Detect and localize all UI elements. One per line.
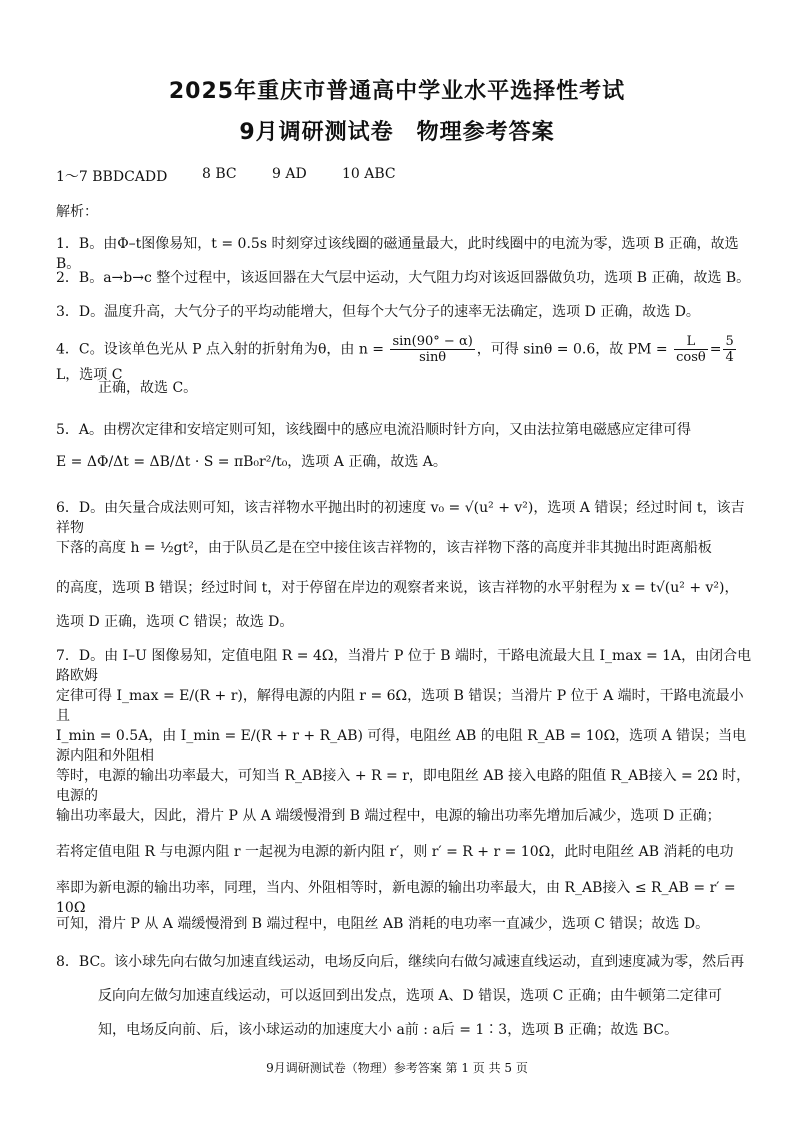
page-subtitle: 9月调研测试卷 物理参考答案 bbox=[239, 120, 555, 145]
solution-text: 下落的高度 h = ½gt²，由于队员乙是在空中接住该吉祥物的，该吉祥物下落的高度并非其抛出时距离船板 bbox=[56, 540, 712, 556]
solution-7-line3 bbox=[56, 726, 756, 766]
solution-text: 1．B。由Φ–t图像易知，t = 0.5s 时刻穿过该线圈的磁通量最大，此时线圈中的电流为零，选项 B 正确，故选 B。 bbox=[56, 236, 739, 272]
solution-text: E = ΔΦ/Δt = ΔB/Δt · S = πB₀r²/t₀，选项 A 正确，故选 A。 bbox=[56, 454, 447, 470]
solution-text: 若将定值电阻 R 与电源内阻 r 一起视为电源的新内阻 r′，则 r′ = R + r = 10Ω，此时电阻丝 AB 消耗的电功 bbox=[56, 844, 734, 860]
answer-1-7: 1～7 BBDCADD bbox=[56, 169, 168, 185]
solution-8-line2 bbox=[56, 986, 794, 1006]
solution-text: 5．A。由楞次定律和安培定则可知，该线圈中的感应电流沿顺时针方向，又由法拉第电磁感应定律可得 bbox=[56, 422, 692, 438]
answer-key bbox=[56, 166, 396, 186]
solution-text: 8．BC。该小球先向右做匀加速直线运动，电场反向后，继续向右做匀减速直线运动，直到速度减为零，然后再 bbox=[56, 954, 745, 970]
solution-text: 可知，滑片 P 从 A 端缓慢滑到 B 端过程中，电阻丝 AB 消耗的电功率一直减少，选项 C 错误；故选 D。 bbox=[56, 916, 710, 932]
solution-text: 选项 D 正确，选项 C 错误；故选 D。 bbox=[56, 614, 294, 630]
solution-5-formula bbox=[56, 452, 756, 472]
page-title: 2025年重庆市普通高中学业水平选择性考试 bbox=[168, 79, 626, 104]
fraction: $\frac{L}{\cos\theta}$ bbox=[676, 334, 706, 365]
solution-text: 定律可得 I_max = E/(R + r)，解得电源的内阻 r = 6Ω，选项 B 错误；当滑片 P 位于 A 端时，干路电流最小且 bbox=[56, 688, 744, 724]
solution-6-line2 bbox=[56, 538, 756, 558]
fraction: $\frac{5}{4}$ bbox=[725, 334, 734, 365]
analysis-label: 解析： bbox=[56, 204, 98, 220]
solution-text: 的高度，选项 B 错误；经过时间 t，对于停留在岸边的观察者来说，该吉祥物的水平射程为 x = t√(u² + v²)， bbox=[56, 580, 739, 596]
solution-8-line3 bbox=[56, 1020, 794, 1040]
fraction: $\frac{\sin(90^\circ - \alpha)}{\sin\theta}$ bbox=[392, 334, 473, 365]
solution-text: I_min = 0.5A，由 I_min = E/(R + r + R_AB) 可得，电阻丝 AB 的电阻 R_AB = 10Ω，选项 A 错误；当电源内阻和外阻相 bbox=[56, 728, 747, 764]
page-footer: 9月调研测试卷（物理）参考答案 第 1 页 共 5 页 bbox=[266, 1061, 528, 1075]
solution-text: 正确，故选 C。 bbox=[98, 380, 198, 396]
solution-5 bbox=[56, 420, 756, 440]
solution-4-cont bbox=[56, 378, 794, 398]
solution-7-line6 bbox=[56, 842, 756, 862]
solution-8 bbox=[56, 952, 756, 972]
solution-text: 等时，电源的输出功率最大，可知当 R_AB接入 + R = r，即电阻丝 AB 接入电路的阻值 R_AB接入 = 2Ω 时，电源的 bbox=[56, 768, 751, 804]
solution-text: 反向向左做匀加速直线运动，可以返回到出发点，选项 A、D 错误，选项 C 正确；由牛顿第二定律可 bbox=[98, 988, 722, 1004]
solution-7-line4 bbox=[56, 766, 756, 806]
answer-10: 10 ABC bbox=[342, 166, 396, 182]
solution-text: 知，电场反向前、后，该小球运动的加速度大小 a前 : a后 = 1∶3，选项 B 正确；故选 BC。 bbox=[98, 1022, 679, 1038]
solution-text: 2．B。a→b→c 整个过程中，该返回器在大气层中运动，大气阻力均对该返回器做负功，选项 B 正确，故选 B。 bbox=[56, 270, 751, 286]
solution-7-line5 bbox=[56, 806, 756, 826]
solution-7 bbox=[56, 646, 756, 686]
solution-text: 率即为新电源的输出功率，同理，当内、外阻相等时，新电源的输出功率最大，由 R_AB接入 ≤ R_AB = r′ = 10Ω bbox=[56, 880, 736, 916]
solution-7-line2 bbox=[56, 686, 756, 726]
solution-text: 3．D。温度升高，大气分子的平均动能增大，但每个大气分子的速率无法确定，选项 D 正确，故选 D。 bbox=[56, 304, 700, 320]
answer-8: 8 BC bbox=[202, 166, 237, 182]
solution-6-line4 bbox=[56, 612, 756, 632]
solution-text: 7．D。由 I–U 图像易知，定值电阻 R = 4Ω，当滑片 P 位于 B 端时，干路电流最大且 I_max = 1A，由闭合电路欧姆 bbox=[56, 648, 752, 684]
solution-6-line3 bbox=[56, 578, 756, 598]
solution-3 bbox=[56, 302, 756, 322]
answer-9: 9 AD bbox=[272, 166, 307, 182]
solution-text: 4．C。设该单色光从 P 点入射的折射角为θ，由 n = $\frac{\sin(90^\circ - \alpha)}{\sin\theta}$ ，可得 sinθ = 0.6，故 PM = $\frac{L}{\cos\theta}$ = $\frac{5}{4}$ L，选项 C bbox=[56, 334, 734, 383]
solution-2 bbox=[56, 268, 756, 288]
solution-6 bbox=[56, 498, 756, 538]
solution-7-line8 bbox=[56, 914, 756, 934]
solution-7-line7 bbox=[56, 878, 756, 918]
solution-text: 6．D。由矢量合成法则可知，该吉祥物水平抛出时的初速度 v₀ = √(u² + v²)，选项 A 错误；经过时间 t，该吉祥物 bbox=[56, 500, 745, 536]
solution-text: 输出功率最大，因此，滑片 P 从 A 端缓慢滑到 B 端过程中，电源的输出功率先增加后减少，选项 D 正确； bbox=[56, 808, 721, 824]
